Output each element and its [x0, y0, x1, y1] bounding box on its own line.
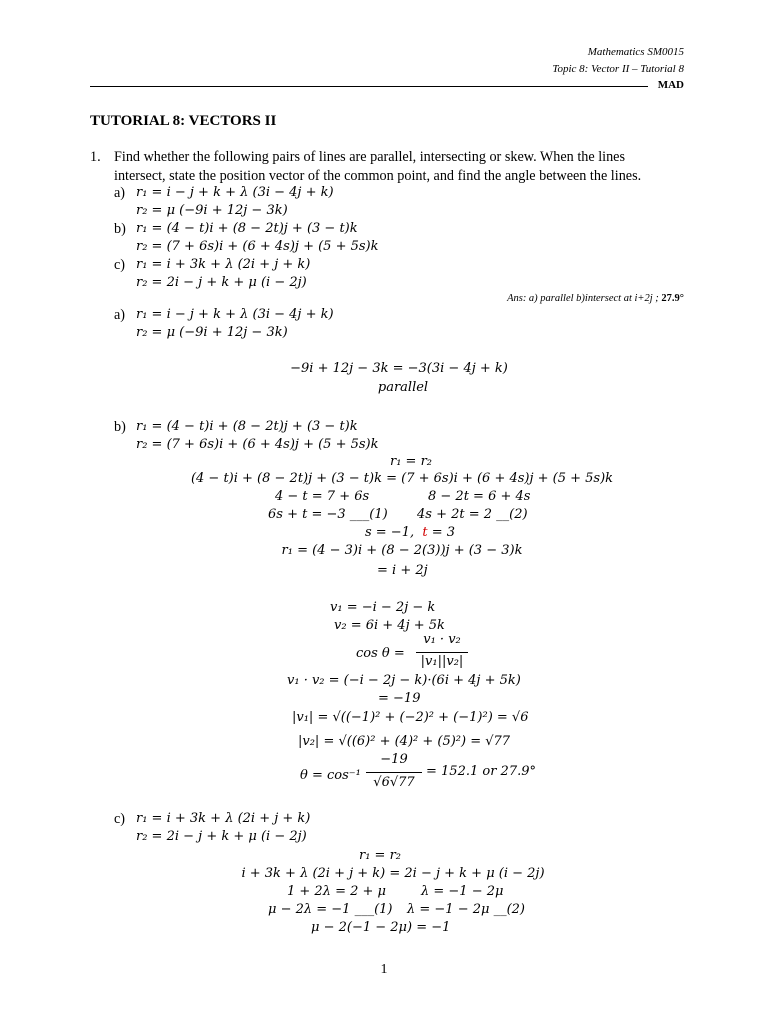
solution-a-label: a) [114, 307, 126, 323]
solution-b-eq-j: 8 − 2t = 6 + 4s [428, 489, 531, 504]
author-initials: MAD [657, 79, 684, 91]
cos-theta-fraction-bar [416, 652, 468, 653]
part-b-label: b) [114, 221, 126, 237]
answer-angle: 27.9° [661, 293, 684, 304]
solution-c-eq-1: μ − 2λ = −1 ___(1) [268, 902, 393, 917]
solution-b-step-2: (4 − t)i + (8 − 2t)j + (3 − t)k = (7 + 6s)i + (6 + 4s)j + (5 + 5s)k [190, 471, 614, 486]
solution-b-point: = i + 2j [377, 563, 428, 578]
part-c-label: c) [114, 257, 126, 273]
part-b-r1: r₁ = (4 − t)i + (8 − 2t)j + (3 − t)k [136, 221, 358, 236]
solution-a-equation: −9i + 12j − 3k = −3(3i − 4j + k) [290, 361, 508, 376]
solution-c-eq-2: λ = −1 − 2μ __(2) [407, 902, 525, 917]
solution-b-t-symbol: t [422, 525, 428, 540]
solution-c-step-1: r₁ = r₂ [358, 848, 402, 863]
part-a-label: a) [114, 185, 126, 201]
solution-c-r1: r₁ = i + 3k + λ (2i + j + k) [136, 811, 311, 826]
solution-c-eq-j: λ = −1 − 2μ [421, 884, 504, 899]
solution-b-eq-i: 4 − t = 7 + 6s [275, 489, 370, 504]
course-name: Mathematics SM0015 [587, 46, 684, 58]
solution-a-r2: r₂ = μ (−9i + 12j − 3k) [136, 325, 288, 340]
question-number: 1. [90, 149, 101, 165]
part-a-r2: r₂ = μ (−9i + 12j − 3k) [136, 203, 288, 218]
cos-theta-lhs: cos θ = [356, 646, 405, 661]
header-rule [90, 86, 648, 87]
solution-b-dot-product: v₁ · v₂ = (−i − 2j − k)·(6i + 4j + 5k) [287, 673, 521, 688]
solution-c-step-2: i + 3k + λ (2i + j + k) = 2i − j + k + μ (i − 2j) [241, 866, 545, 881]
question-line-1: Find whether the following pairs of lines are parallel, intersecting or skew. When the lines [114, 149, 625, 165]
part-b-r2: r₂ = (7 + 6s)i + (6 + 4s)j + (5 + 5s)k [136, 239, 379, 254]
solution-b-label: b) [114, 419, 126, 435]
question-line-2: intersect, state the position vector of the common point, and find the angle between the lines. [114, 168, 642, 184]
solution-c-eq-i: 1 + 2λ = 2 + μ [287, 884, 386, 899]
solution-b-eq-1: 6s + t = −3 ___(1) [268, 507, 388, 522]
theta-result: = 152.1 or 27.9° [426, 764, 536, 779]
solution-c-substitution: μ − 2(−1 − 2μ) = −1 [311, 920, 451, 935]
solution-b-magnitude-v2: |v₂| = √((6)² + (4)² + (5)²) = √77 [298, 734, 511, 749]
cos-theta-denominator: |v₁||v₂| [420, 654, 464, 669]
solution-b-v1: v₁ = −i − 2j − k [330, 600, 436, 615]
solution-c-r2: r₂ = 2i − j + k + μ (i − 2j) [136, 829, 307, 844]
solution-c-label: c) [114, 811, 126, 827]
part-c-r1: r₁ = i + 3k + λ (2i + j + k) [136, 257, 311, 272]
answer-text: Ans: a) parallel b)intersect at i+2j ; [507, 293, 662, 304]
page-title: TUTORIAL 8: VECTORS II [90, 113, 277, 129]
solution-b-magnitude-v1: |v₁| = √((−1)² + (−2)² + (−1)²) = √6 [292, 710, 529, 725]
topic-line: Topic 8: Vector II – Tutorial 8 [552, 63, 684, 75]
solution-b-v2: v₂ = 6i + 4j + 5k [334, 618, 445, 633]
solution-b-step-1: r₁ = r₂ [389, 454, 433, 469]
theta-numerator: −19 [380, 752, 408, 767]
solution-b-r2: r₂ = (7 + 6s)i + (6 + 4s)j + (5 + 5s)k [136, 437, 379, 452]
solution-b-eq-2: 4s + 2t = 2 __(2) [417, 507, 528, 522]
answer-key [507, 293, 684, 304]
solution-b-t-value: = 3 [427, 525, 456, 540]
theta-denominator: √6√77 [373, 775, 415, 790]
solution-b-dot-value: = −19 [378, 691, 421, 706]
theta-lhs: θ = cos⁻¹ [300, 768, 361, 783]
solution-a-result: parallel [377, 380, 429, 395]
theta-fraction-bar [366, 772, 422, 773]
page-number: 1 [380, 962, 388, 977]
solution-a-r1: r₁ = i − j + k + λ (3i − 4j + k) [136, 307, 334, 322]
part-a-r1: r₁ = i − j + k + λ (3i − 4j + k) [136, 185, 334, 200]
solution-b-s-value: s = −1, [364, 525, 415, 540]
solution-b-r1: r₁ = (4 − t)i + (8 − 2t)j + (3 − t)k [136, 419, 358, 434]
solution-b-solved-values [365, 525, 455, 540]
cos-theta-numerator: v₁ · v₂ [423, 632, 461, 647]
solution-b-substitution: r₁ = (4 − 3)i + (8 − 2(3))j + (3 − 3)k [281, 543, 523, 558]
part-c-r2: r₂ = 2i − j + k + μ (i − 2j) [136, 275, 307, 290]
